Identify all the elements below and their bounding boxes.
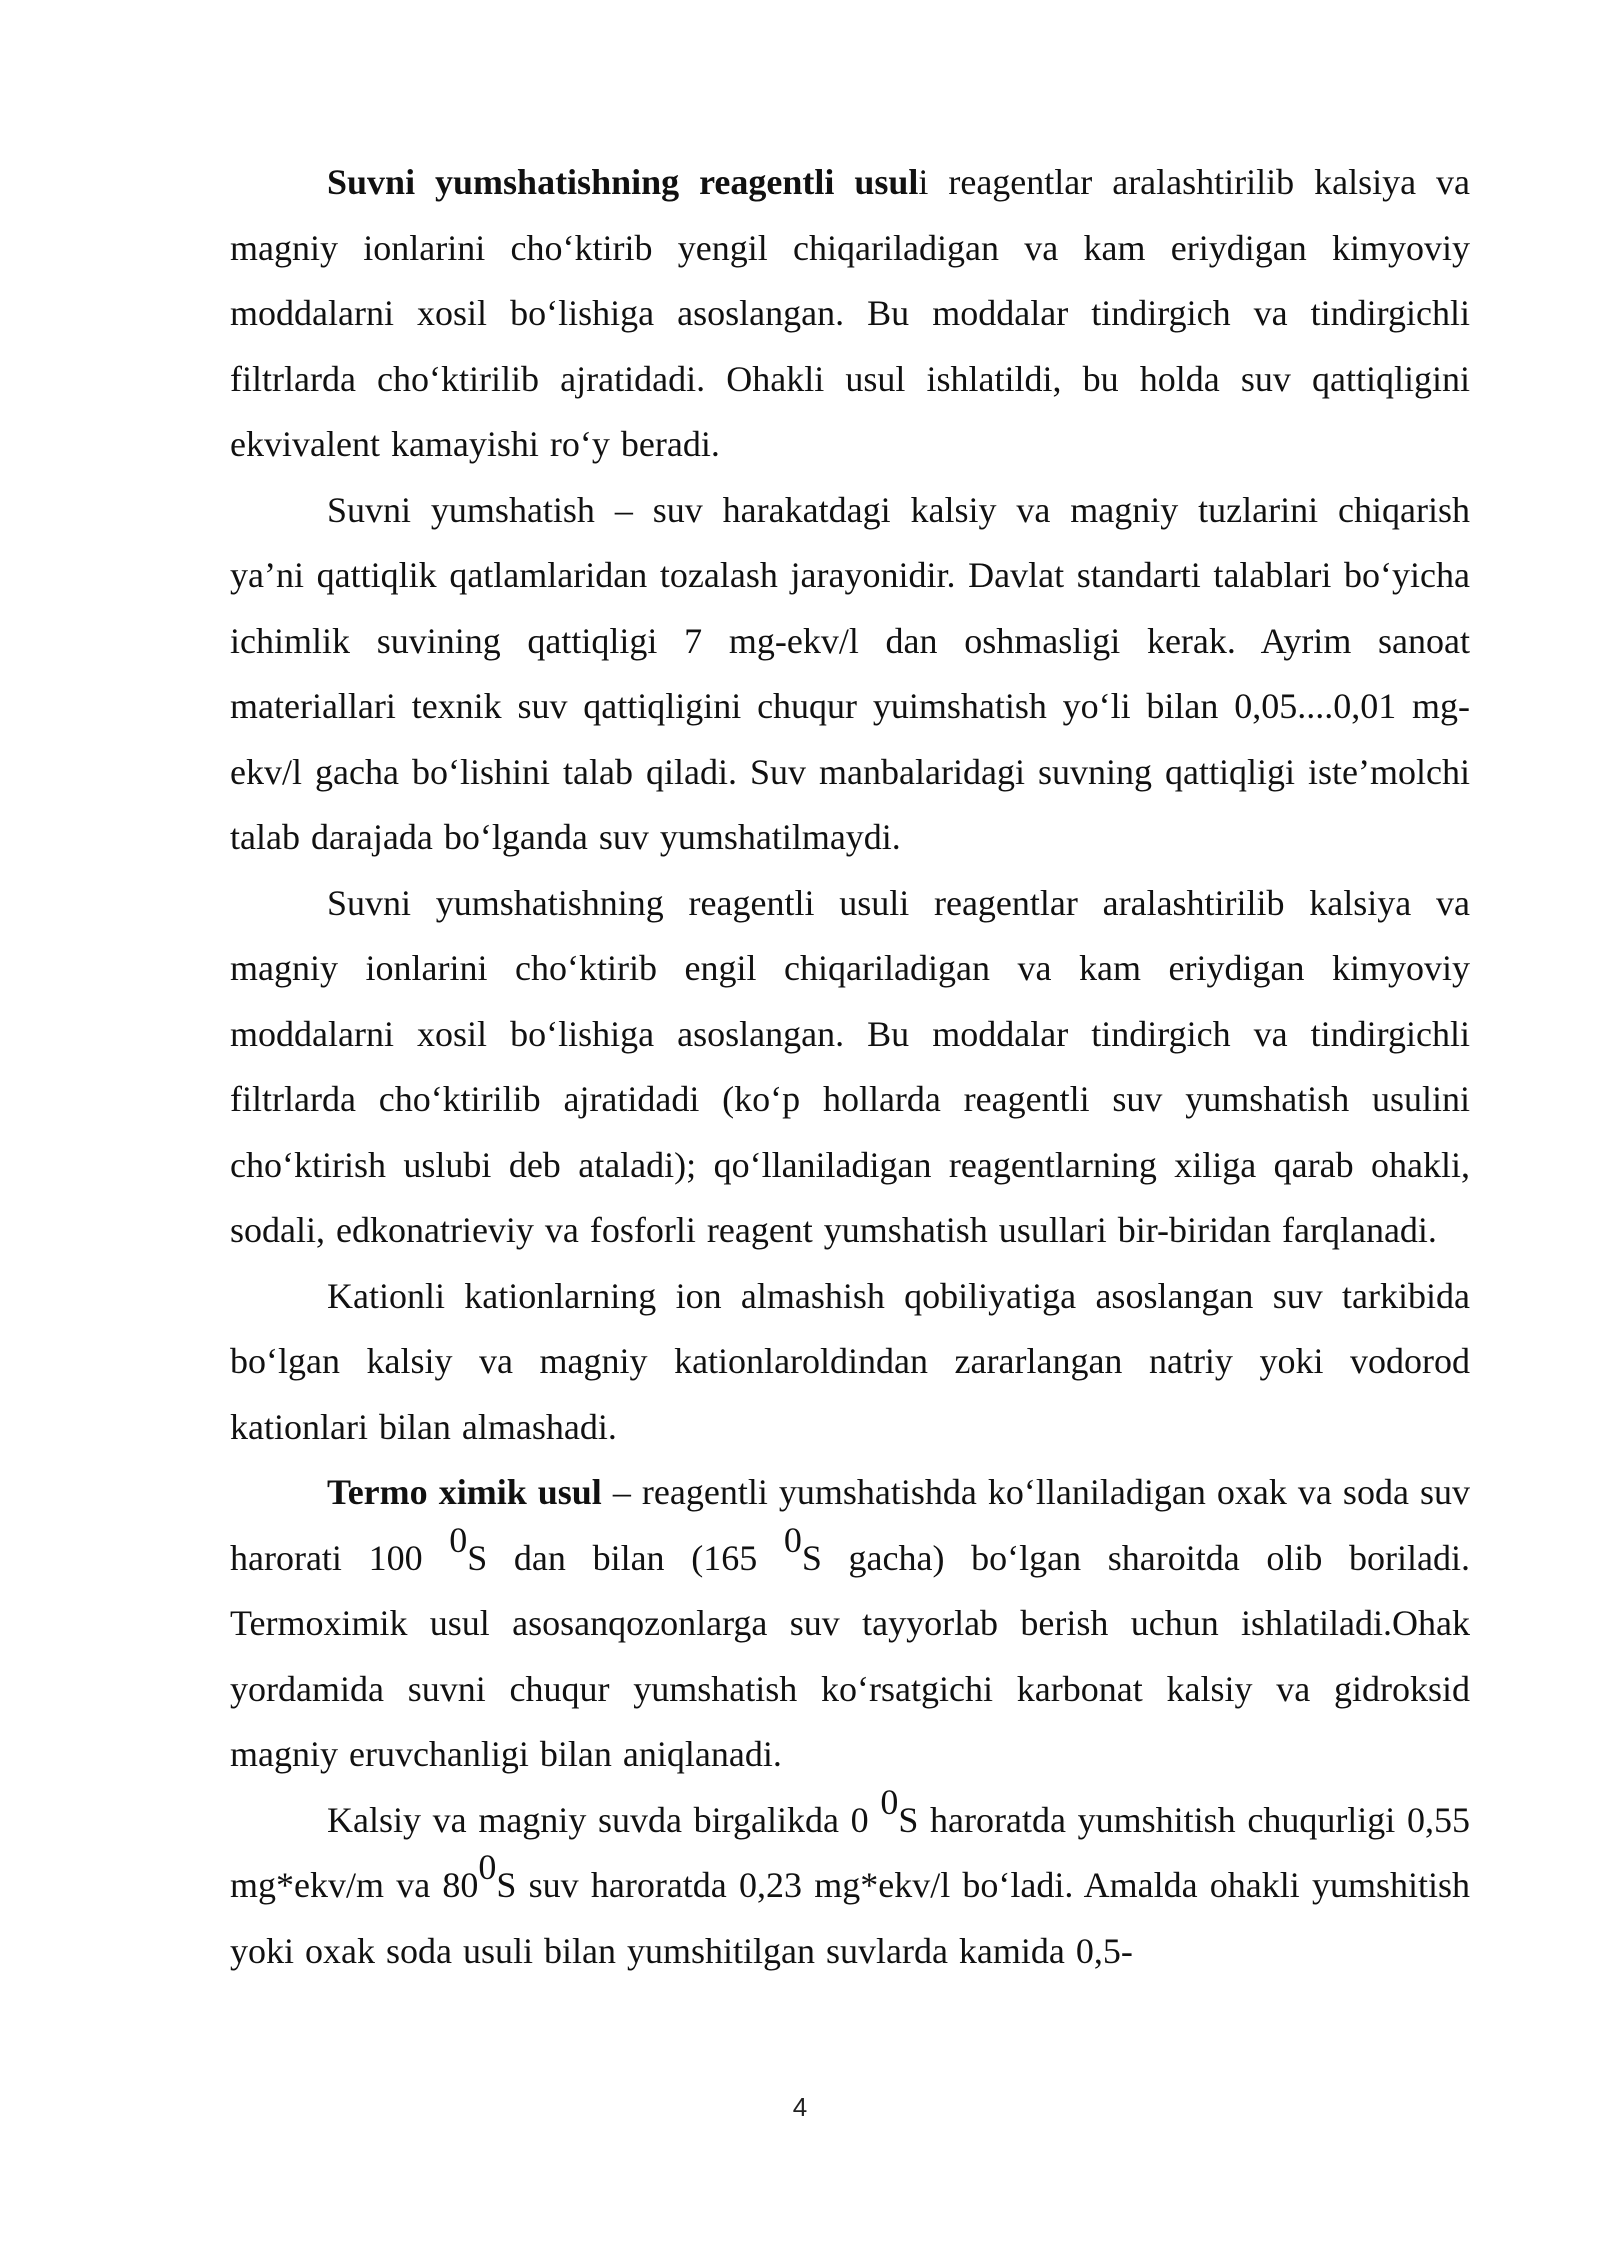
degree-superscript: 0: [783, 1519, 802, 1560]
degree-superscript: 0: [449, 1519, 468, 1560]
paragraph-text: Suvni yumshatishning reagentli usuli reagentlar aralashtirilib kalsiya va magniy ionlarini cho‘ktirib engil chiqariladigan va kam eriydigan kimyoviy moddalarni xosil bo‘lishiga asoslangan. Bu moddalar tindirgich va tindirgichli filtrlarda cho‘ktirilib ajratidadi (ko‘p hollarda reagentli suv yumshatish usulini cho‘ktirish uslubi deb ataladi); qo‘llaniladigan reagentlarning xiliga qarab ohakli, sodali, edkonatrieviy va fosforli reagent yumshatish usullari bir-biridan farqlanadi.: [230, 882, 1470, 1250]
paragraph-softening-depth: [230, 1781, 1471, 1985]
paragraph-text: S suv haroratda 0,23 mg*ekv/l bo‘ladi. Amalda ohakli yumshitish yoki oxak soda usuli bilan yumshitilgan suvlarda kamida 0,5-: [230, 1865, 1471, 1971]
paragraph-thermochemical-method: [230, 1460, 1470, 1788]
paragraph-text: S gacha) bo‘lgan sharoitda olib boriladi. Termoximik usul asosanqozonlarga suv tayyorlab berish uchun ishlatiladi.Ohak yordamida suvni chuqur yumshatish ko‘rsatgichi karbonat kalsiy va gidroksid magniy eruvchanligi bilan aniqlanadi.: [230, 1537, 1470, 1774]
paragraph-text: Kationli kationlarning ion almashish qobiliyatiga asoslangan suv tarkibida bo‘lgan kalsiy va magniy kationlaroldindan zararlangan natriy yoki vodorod kationlari bilan almashadi.: [230, 1275, 1470, 1447]
paragraph-text: – reagentli yumshatishda ko‘llaniladigan oxak va soda suv harorati 100: [230, 1472, 1470, 1578]
page-number: 4: [792, 2092, 808, 2122]
degree-superscript: 0: [880, 1781, 899, 1822]
bold-term-reagent-method: Suvni yumshatishning reagentli usul: [327, 162, 919, 202]
degree-superscript: 0: [478, 1847, 497, 1887]
paragraph-text: S haroratda yumshitish chuqurligi 0,55 mg*ekv/m va 80: [230, 1799, 1470, 1905]
paragraph-text: i reagentlar aralashtirilib kalsiya va magniy ionlarini cho‘ktirib yengil chiqariladigan va kam eriydigan kimyoviy moddalarni xosil bo‘lishiga asoslangan. Bu moddalar tindirgich va tindirgichli filtrlarda cho‘ktirilib ajratidadi. Ohakli usul ishlatildi, bu holda suv qattiqligini ekvivalent kamayishi ro‘y beradi.: [230, 162, 1471, 464]
bold-term-thermochemical: Termo ximik usul: [327, 1472, 602, 1512]
paragraph-reagent-method: [230, 150, 1470, 478]
paragraph-text: Kalsiy va magniy suvda birgalikda 0: [327, 1799, 881, 1840]
paragraph-cation-exchange: [230, 1264, 1470, 1461]
document-page: [230, 150, 1470, 1984]
paragraph-text: Suvni yumshatish – suv harakatdagi kalsiy va magniy tuzlarini chiqarish ya’ni qattiqlik qatlamlaridan tozalash jarayonidir. Davlat standarti talablari bo‘yicha ichimlik suvining qattiqligi 7 mg-ekv/l dan oshmasligi kerak. Ayrim sanoat materiallari texnik suv qattiqligini chuqur yuimshatish yo‘li bilan 0,05....0,01 mg-ekv/l gacha bo‘lishini talab qiladi. Suv manbalaridagi suvning qattiqligi iste’molchi talab darajada bo‘lganda suv yumshatilmaydi.: [230, 489, 1470, 857]
paragraph-reagent-method-detail: [230, 871, 1470, 1264]
paragraph-water-softening-definition: [230, 478, 1470, 871]
paragraph-text: S dan bilan (165: [467, 1537, 784, 1578]
